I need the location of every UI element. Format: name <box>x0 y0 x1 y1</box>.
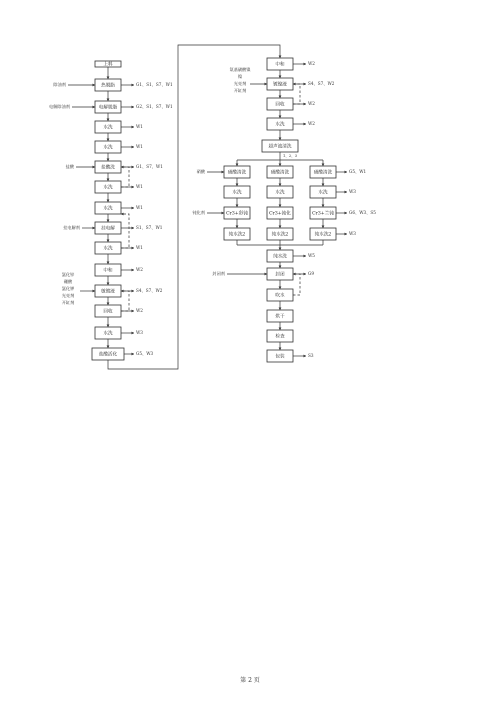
recycle-loop <box>121 291 129 311</box>
input-label: 钝化剂 <box>192 210 205 215</box>
output-label: S1、S7、W1 <box>136 225 163 230</box>
recycle-loop <box>121 214 129 248</box>
input-label: 挂电解剂 <box>63 225 80 230</box>
output-label: S4、S7、W2 <box>308 81 335 86</box>
step-label: 水洗 <box>275 190 285 196</box>
branch-3 <box>310 166 336 240</box>
output-label: W5 <box>308 253 315 258</box>
input-label: 氯化钾 <box>61 286 75 291</box>
output-label: W2 <box>308 61 315 66</box>
input-label: 光亮剂 <box>61 293 75 298</box>
right-top-section <box>230 58 335 158</box>
step-label: 硝酸清洗 <box>227 170 247 176</box>
step-label: 水洗 <box>103 185 113 191</box>
output-label: G6、W3、S5 <box>349 210 376 215</box>
connector-line <box>108 45 280 369</box>
output-label: G2、S1、S7、W1 <box>136 104 173 109</box>
recycle-loop <box>293 84 300 104</box>
step-label: Cr3+兰钝 <box>312 211 334 217</box>
step-label: 封闭 <box>275 272 285 278</box>
step-label: 中和 <box>275 62 285 68</box>
recycle-loop <box>121 167 129 187</box>
branch-merge <box>237 240 323 250</box>
input-label: 开缸剂 <box>61 300 75 305</box>
output-label: W1 <box>136 124 143 129</box>
branch-1 <box>224 166 250 240</box>
step-label: Cr3+彩钝 <box>226 211 248 217</box>
step-label: 水洗 <box>103 206 113 212</box>
output-label: G5、W1 <box>349 169 367 174</box>
step-label: 中和 <box>103 268 113 274</box>
output-label: W3 <box>136 330 143 335</box>
step-label: 热脱脂 <box>101 83 115 89</box>
output-label: W1 <box>136 144 143 149</box>
input-label: 除油剂 <box>53 82 66 87</box>
step-label: 硝酸清洗 <box>313 170 333 176</box>
step-label: 盐酸洗 <box>101 165 115 171</box>
input-label: 硝酸 <box>196 169 205 174</box>
input-label: 硼酸 <box>63 279 73 284</box>
step-label: 吹水 <box>275 293 285 299</box>
step-label: 回收 <box>103 309 113 315</box>
step-label: 电解脱脂 <box>98 105 118 111</box>
output-label: W1 <box>136 184 143 189</box>
step-label: 烘干 <box>275 314 285 320</box>
bottom-section <box>212 250 315 362</box>
step-label: 检查 <box>275 334 285 340</box>
branch-2 <box>267 166 293 240</box>
step-label: 水洗 <box>318 190 328 196</box>
output-label: W2 <box>308 121 315 126</box>
step-label: 水洗 <box>232 190 242 196</box>
output-label: W2 <box>308 101 315 106</box>
input-label: 电解除油剂 <box>49 104 70 109</box>
step-label: 纯水洗2 <box>271 232 289 238</box>
output-label: G1、S1、S7、W1 <box>136 82 173 87</box>
step-label: 水洗 <box>103 331 113 337</box>
input-label: 氨基磺酸镍 <box>229 67 251 72</box>
step-label: 挂电解 <box>101 226 115 232</box>
step-label: 包装 <box>275 354 285 360</box>
step-label: 硝酸清洗 <box>270 170 290 176</box>
step-label: 纯水洗2 <box>228 232 246 238</box>
input-label: 开缸剂 <box>233 88 247 93</box>
output-label: S3 <box>308 353 314 358</box>
branch-split <box>237 152 323 166</box>
step-label: 回收 <box>275 102 285 108</box>
output-label: W3 <box>349 189 356 194</box>
output-label: W1 <box>136 245 143 250</box>
input-label: 镍 <box>237 74 243 79</box>
step-label: 水洗 <box>103 246 113 252</box>
left-column <box>49 61 173 361</box>
input-label: 盐酸 <box>65 164 74 169</box>
step-label: 水洗 <box>103 145 113 151</box>
input-label: 氯化锌 <box>61 272 75 277</box>
step-label: 水洗 <box>103 125 113 131</box>
output-label: W2 <box>136 308 143 313</box>
step-label: Cr3+钝化 <box>269 211 291 217</box>
output-label: G5、W3 <box>136 351 154 356</box>
output-label: S4、S7、W2 <box>136 288 163 293</box>
output-label: W3 <box>349 231 356 236</box>
input-label: 光亮剂 <box>233 81 247 86</box>
step-label: 超声波清洗 <box>268 144 292 150</box>
step-label: 敏镀液 <box>101 289 115 295</box>
recycle-loop <box>293 274 300 295</box>
step-label: 纯水洗 <box>273 254 287 260</box>
output-label: W1 <box>136 205 143 210</box>
input-label: 封闭剂 <box>212 271 225 276</box>
step-label: 水洗 <box>275 122 285 128</box>
step-label: 纯水洗2 <box>314 232 332 238</box>
step-label: 盐酸活化 <box>98 352 118 358</box>
output-label: G1、S7、W1 <box>136 164 163 169</box>
step-label: 镀镍液 <box>273 82 287 88</box>
output-label: G9 <box>308 271 315 276</box>
step-label: 上料 <box>103 62 113 68</box>
output-label: W2 <box>136 267 143 272</box>
page-number: 第 2 页 <box>240 677 260 684</box>
annotation: 1、2、3 <box>282 154 298 158</box>
